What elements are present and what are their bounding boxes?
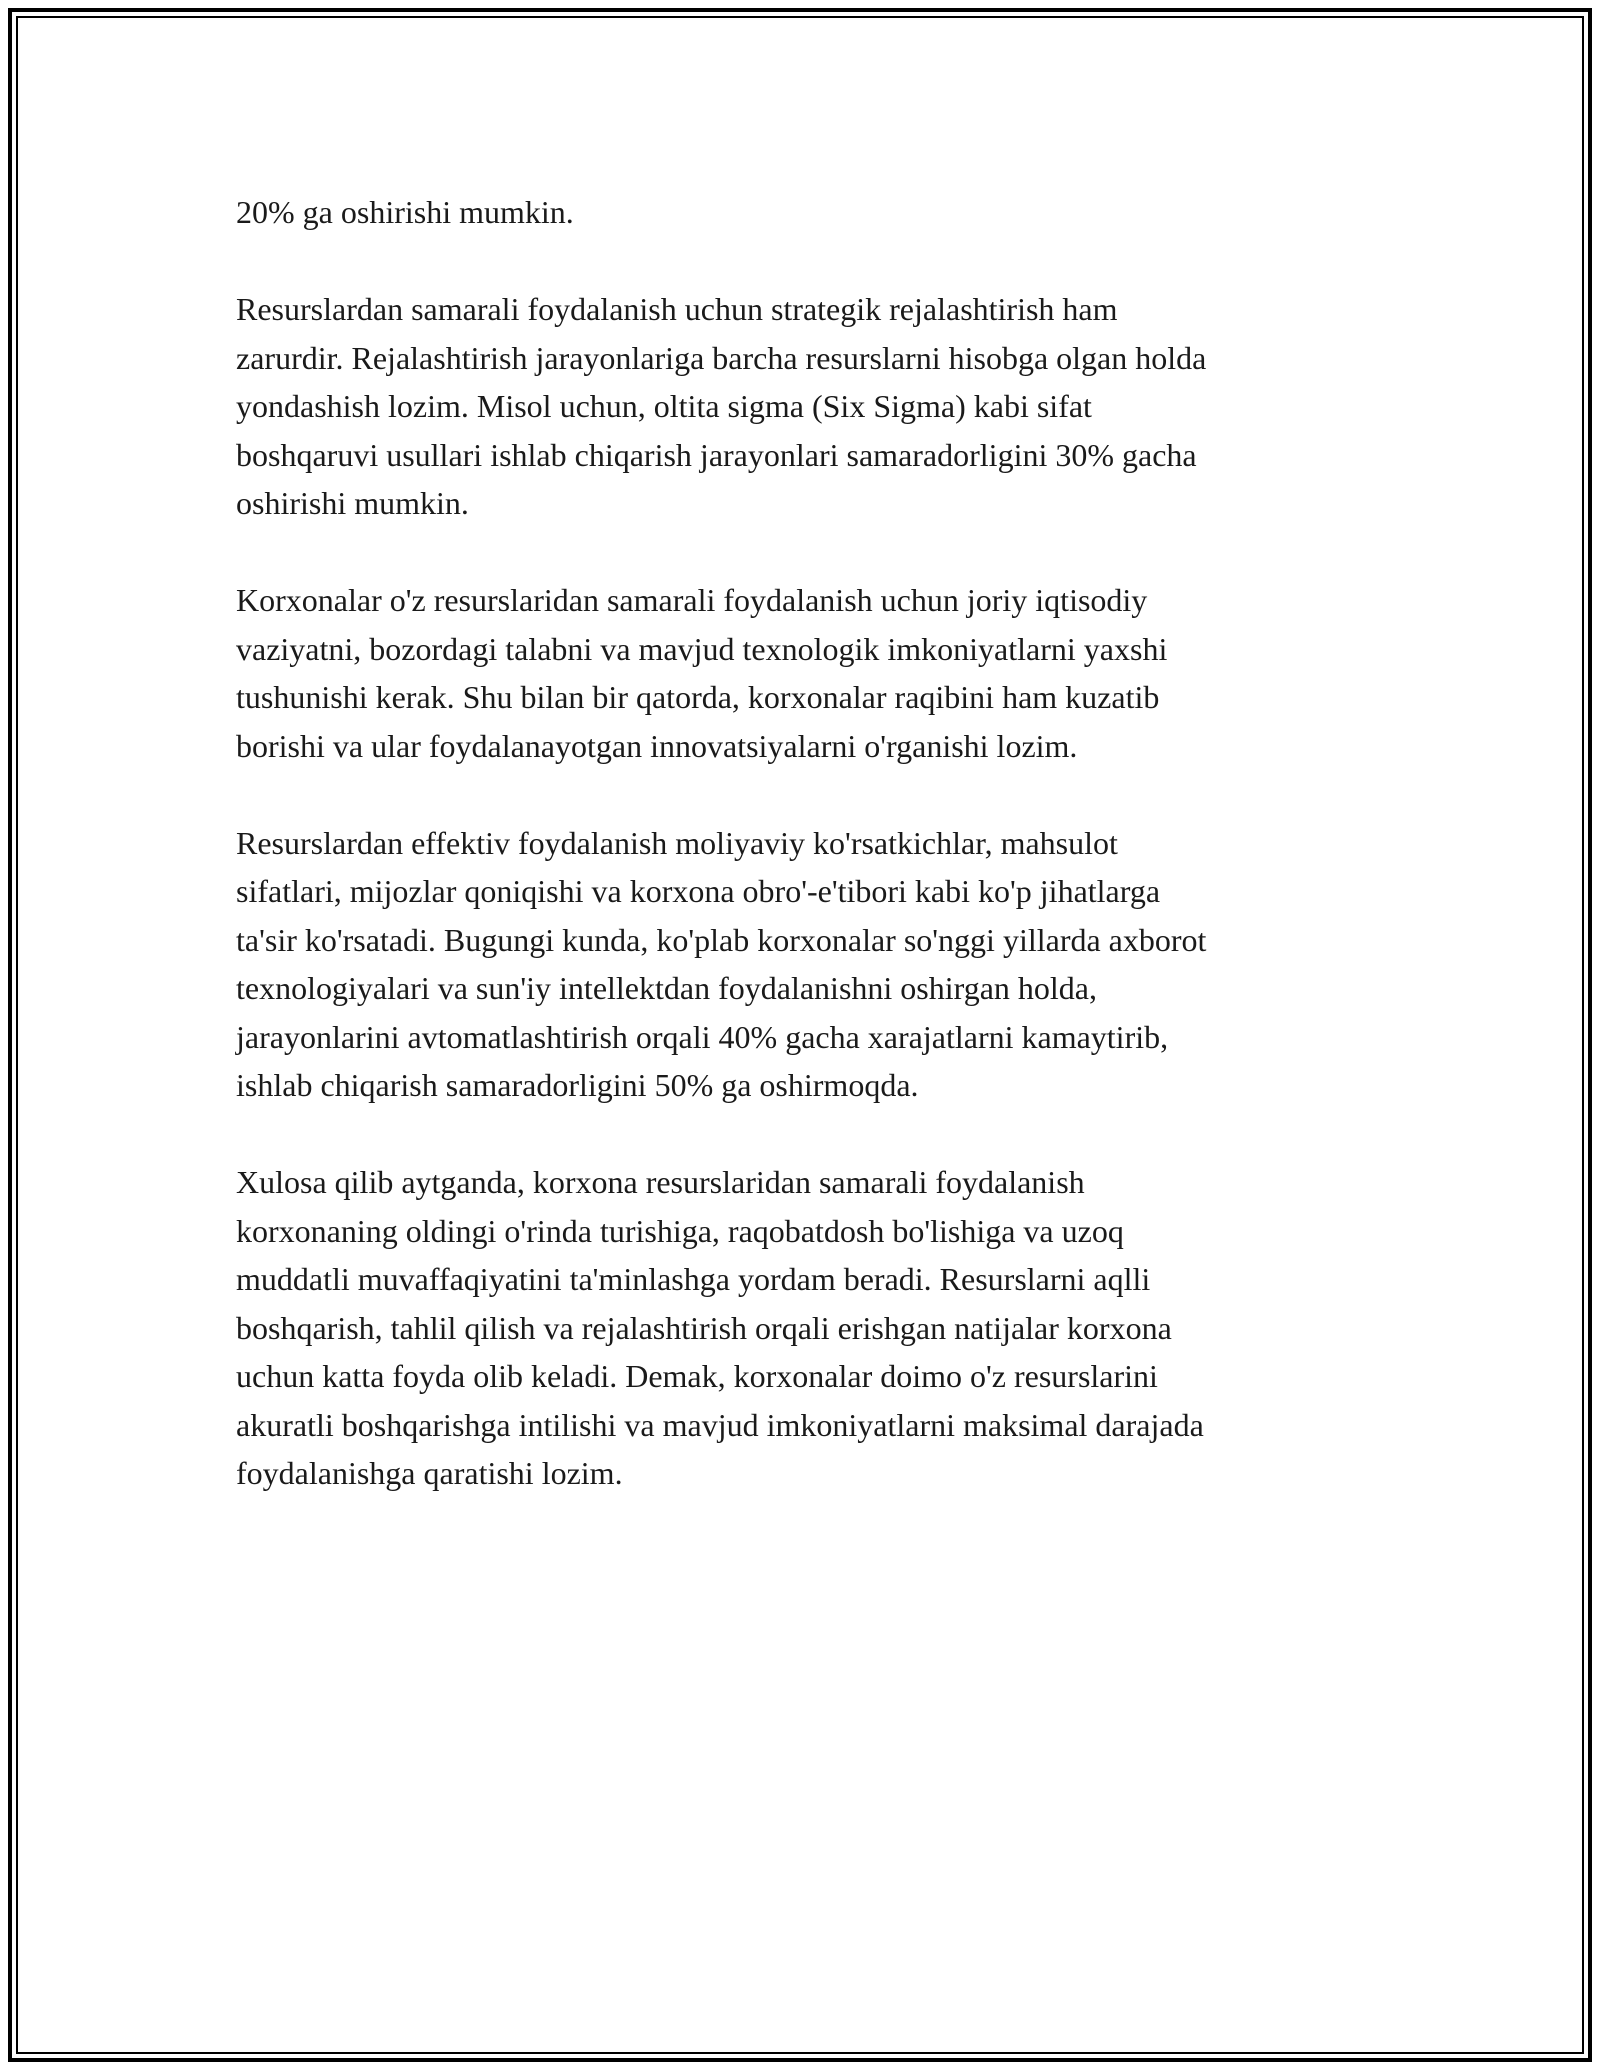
paragraph-3: Korxonalar o'z resurslaridan samarali foydalanish uchun joriy iqtisodiy vaziyatni, bozordagi talabni va mavjud texnologik imkoniyatlarni yaxshi tushunishi kerak. Shu bilan bir qatorda, korxonalar raqibini ham kuzatib borishi va ular foydalanayotgan innovatsiyalarni o'rganishi lozim. — [236, 582, 1168, 764]
paragraph-1: 20% ga oshirishi mumkin. — [236, 194, 574, 230]
document-body — [236, 188, 1366, 1546]
paragraph-4: Resurslardan effektiv foydalanish moliyaviy ko'rsatkichlar, mahsulot sifatlari, mijozlar qoniqishi va korxona obro'-e'tibori kabi ko'p jihatlarga ta'sir ko'rsatadi. Bugungi kunda, ko'plab korxonalar so'nggi yillarda axborot texnologiyalari va sun'iy intellektdan foydalanishni oshirgan holda, jarayonlarini avtomatlashtirish orqali 40% gacha xarajatlarni kamaytirib, ishlab chiqarish samaradorligini 50% ga oshirmoqda. — [236, 824, 1207, 1103]
paragraph-2: Resurslardan samarali foydalanish uchun strategik rejalashtirish ham zarurdir. Rejalashtirish jarayonlariga barcha resurslarni hisobga olgan holda yondashish lozim. Misol uchun, oltita sigma (Six Sigma) kabi sifat boshqaruvi usullari ishlab chiqarish jarayonlari samaradorligini 30% gacha oshirishi mumkin. — [236, 291, 1207, 521]
paragraph-5: Xulosa qilib aytganda, korxona resurslaridan samarali foydalanish korxonaning oldingi o'rinda turishiga, raqobatdosh bo'lishiga va uzoq muddatli muvaffaqiyatini ta'minlashga yordam beradi. Resurslarni aqlli boshqarish, tahlil qilish va rejalashtirish orqali erishgan natijalar korxona uchun katta foyda olib keladi. Demak, korxonalar doimo o'z resurslarini akuratli boshqarishga intilishi va mavjud imkoniyatlarni maksimal darajada foydalanishga qaratishi lozim. — [236, 1164, 1204, 1491]
